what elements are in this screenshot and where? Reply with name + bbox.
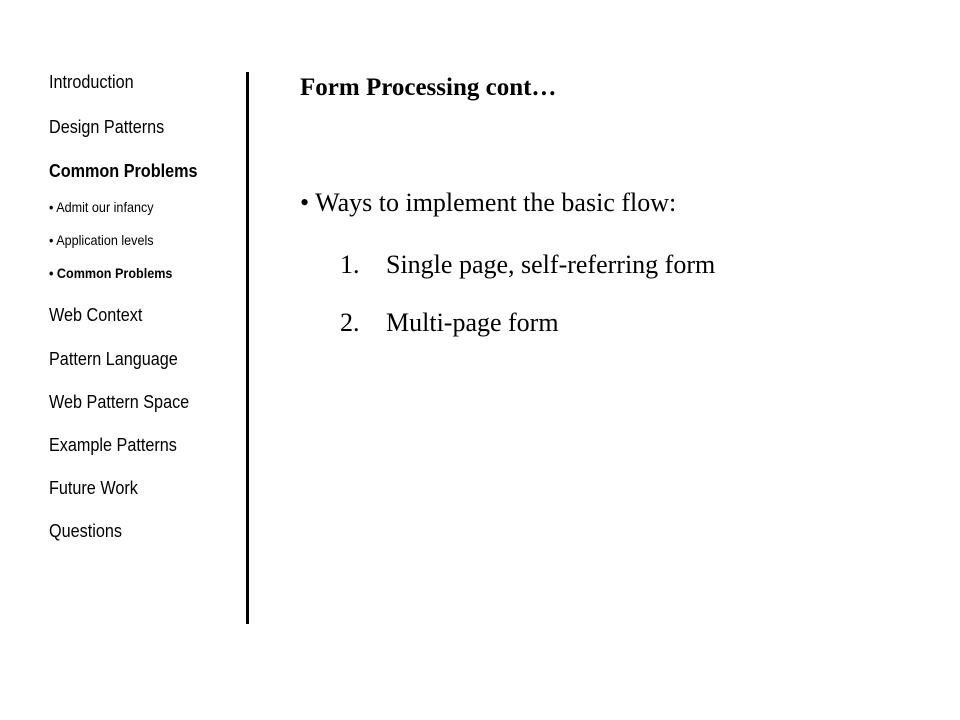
list-item-number: 2. xyxy=(340,308,360,337)
list-item-text: Single page, self-referring form xyxy=(386,250,716,279)
list-item xyxy=(340,250,715,280)
nav-item-future-work[interactable]: Future Work xyxy=(49,478,138,498)
nav-subitem-application-levels[interactable]: • Application levels xyxy=(49,232,154,248)
list-item xyxy=(340,308,559,338)
nav-item-pattern-language[interactable]: Pattern Language xyxy=(49,349,178,369)
nav-item-introduction[interactable]: Introduction xyxy=(49,72,134,92)
nav-item-common-problems[interactable]: Common Problems xyxy=(49,161,198,181)
nav-item-questions[interactable]: Questions xyxy=(49,521,122,541)
nav-item-web-context[interactable]: Web Context xyxy=(49,305,143,325)
nav-subitem-common-problems[interactable]: • Common Problems xyxy=(49,265,173,281)
list-item-number: 1. xyxy=(340,250,360,279)
bullet-point: • Ways to implement the basic flow: xyxy=(300,188,677,217)
nav-item-design-patterns[interactable]: Design Patterns xyxy=(49,117,165,137)
slide-title: Form Processing cont… xyxy=(300,74,557,101)
nav-item-example-patterns[interactable]: Example Patterns xyxy=(49,435,177,455)
list-item-text: Multi-page form xyxy=(386,308,559,337)
vertical-divider xyxy=(246,72,249,624)
nav-subitem-admit-our-infancy[interactable]: • Admit our infancy xyxy=(49,199,154,215)
nav-item-web-pattern-space[interactable]: Web Pattern Space xyxy=(49,392,190,412)
